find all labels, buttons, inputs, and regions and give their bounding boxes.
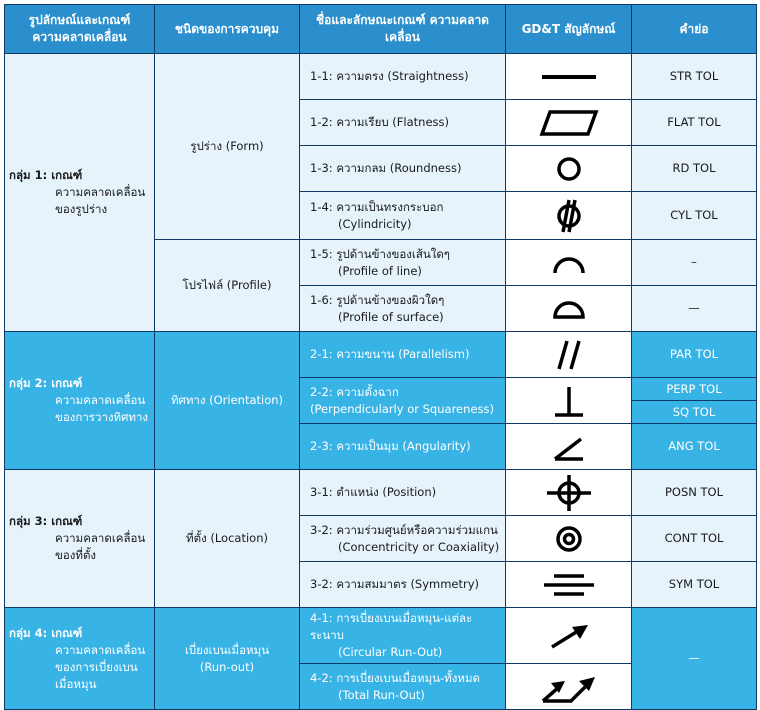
group-label: กลุ่ม 1: — [9, 168, 48, 182]
group-line: เกณฑ์ — [51, 376, 83, 390]
row-name: 4-2: การเบี่ยงเบนเมื่อหมุน-ทั้งหมด (Total Run-Out) — [300, 664, 506, 710]
abbr-cell: — — [632, 608, 757, 710]
abbr-cell: SYM TOL — [632, 562, 757, 608]
flatness-icon — [506, 100, 632, 146]
concentricity-icon — [506, 516, 632, 562]
abbr-cell: STR TOL — [632, 54, 757, 100]
group-line: เกณฑ์ — [51, 514, 83, 528]
table-header-row — [5, 5, 757, 54]
abbr-cell: – — [632, 240, 757, 286]
control-orientation: ทิศทาง (Orientation) — [155, 332, 300, 470]
abbr-cell: — — [632, 286, 757, 332]
control-location: ที่ตั้ง (Location) — [155, 470, 300, 608]
abbr-cell: POSN TOL — [632, 470, 757, 516]
table-row — [5, 470, 757, 516]
table-row — [5, 332, 757, 378]
header-name-characteristic: ชื่อและลักษณะเกณฑ์ ความคลาดเคลื่อน — [300, 5, 506, 54]
gdt-symbols-table — [4, 4, 757, 710]
group-line: ความคลาดเคลื่อน — [55, 393, 146, 407]
control-profile: โปรไฟล์ (Profile) — [155, 240, 300, 332]
group-line: ของการวางทิศทาง — [55, 410, 149, 424]
symmetry-icon — [506, 562, 632, 608]
header-shape-criteria: รูปลักษณ์และเกณฑ์ ความคลาดเคลื่อน — [5, 5, 155, 54]
angularity-icon — [506, 424, 632, 470]
row-name: 1-4: ความเป็นทรงกระบอก (Cylindricity) — [300, 192, 506, 240]
profile-surface-icon — [506, 286, 632, 332]
group-line: ความคลาดเคลื่อน — [55, 185, 146, 199]
row-name: 2-3: ความเป็นมุม (Angularity) — [300, 424, 506, 470]
row-name: 2-2: ความตั้งฉาก (Perpendicularly or Squareness) — [300, 378, 506, 424]
group-line: ของการเบี่ยงเบน — [55, 659, 138, 674]
abbr-cell: ANG TOL — [632, 424, 757, 470]
control-form: รูปร่าง (Form) — [155, 54, 300, 240]
row-name: 1-5: รูปด้านข้างของเส้นใดๆ (Profile of line) — [300, 240, 506, 286]
header-gdt-symbol: GD&T สัญลักษณ์ — [506, 5, 632, 54]
position-icon — [506, 470, 632, 516]
header-abbreviation: คำย่อ — [632, 5, 757, 54]
group-line: ของรูปร่าง — [55, 202, 108, 216]
group-line: เกณฑ์ — [51, 168, 83, 182]
group-label: กลุ่ม 3: — [9, 514, 48, 528]
abbr-perp: PERP TOL — [632, 378, 756, 401]
group-2-cell — [5, 332, 155, 470]
row-name: 1-6: รูปด้านข้างของผิวใดๆ (Profile of surface) — [300, 286, 506, 332]
group-line: ความคลาดเคลื่อน — [55, 531, 146, 545]
total-runout-icon — [506, 664, 632, 710]
row-name: 1-1: ความตรง (Straightness) — [300, 54, 506, 100]
row-name: 3-1: ตำแหน่ง (Position) — [300, 470, 506, 516]
profile-line-icon — [506, 240, 632, 286]
group-line: ความคลาดเคลื่อน — [55, 642, 146, 657]
group-3-cell — [5, 470, 155, 608]
abbr-cell: CONT TOL — [632, 516, 757, 562]
abbr-cell: RD TOL — [632, 146, 757, 192]
group-line: เกณฑ์ — [51, 625, 83, 640]
cylindricity-icon — [506, 192, 632, 240]
table-row — [5, 54, 757, 100]
abbr-cell-split — [632, 378, 757, 424]
row-name: 1-3: ความกลม (Roundness) — [300, 146, 506, 192]
group-1-cell — [5, 54, 155, 332]
perpendicularity-icon — [506, 378, 632, 424]
row-name: 4-1: การเบี่ยงเบนเมื่อหมุน-แต่ละระนาบ (Circular Run-Out) — [300, 608, 506, 664]
header-control-type: ชนิดของการควบคุม — [155, 5, 300, 54]
group-line: ของที่ตั้ง — [55, 548, 97, 562]
abbr-sq: SQ TOL — [672, 405, 716, 419]
row-name: 3-2: ความร่วมศูนย์หรือความร่วมแกน (Concentricity or Coaxiality) — [300, 516, 506, 562]
table-row — [5, 608, 757, 664]
group-line: เมื่อหมุน — [55, 676, 97, 691]
abbr-cell: CYL TOL — [632, 192, 757, 240]
abbr-cell: FLAT TOL — [632, 100, 757, 146]
control-runout: เบี่ยงเบนเมื่อหมุน (Run-out) — [155, 608, 300, 710]
circular-runout-icon — [506, 608, 632, 664]
group-label: กลุ่ม 4: — [9, 625, 48, 640]
roundness-icon — [506, 146, 632, 192]
row-name: 3-2: ความสมมาตร (Symmetry) — [300, 562, 506, 608]
row-name: 1-2: ความเรียบ (Flatness) — [300, 100, 506, 146]
group-label: กลุ่ม 2: — [9, 376, 48, 390]
group-4-cell — [5, 608, 155, 710]
row-name: 2-1: ความขนาน (Parallelism) — [300, 332, 506, 378]
parallelism-icon — [506, 332, 632, 378]
straightness-icon — [506, 54, 632, 100]
abbr-cell: PAR TOL — [632, 332, 757, 378]
